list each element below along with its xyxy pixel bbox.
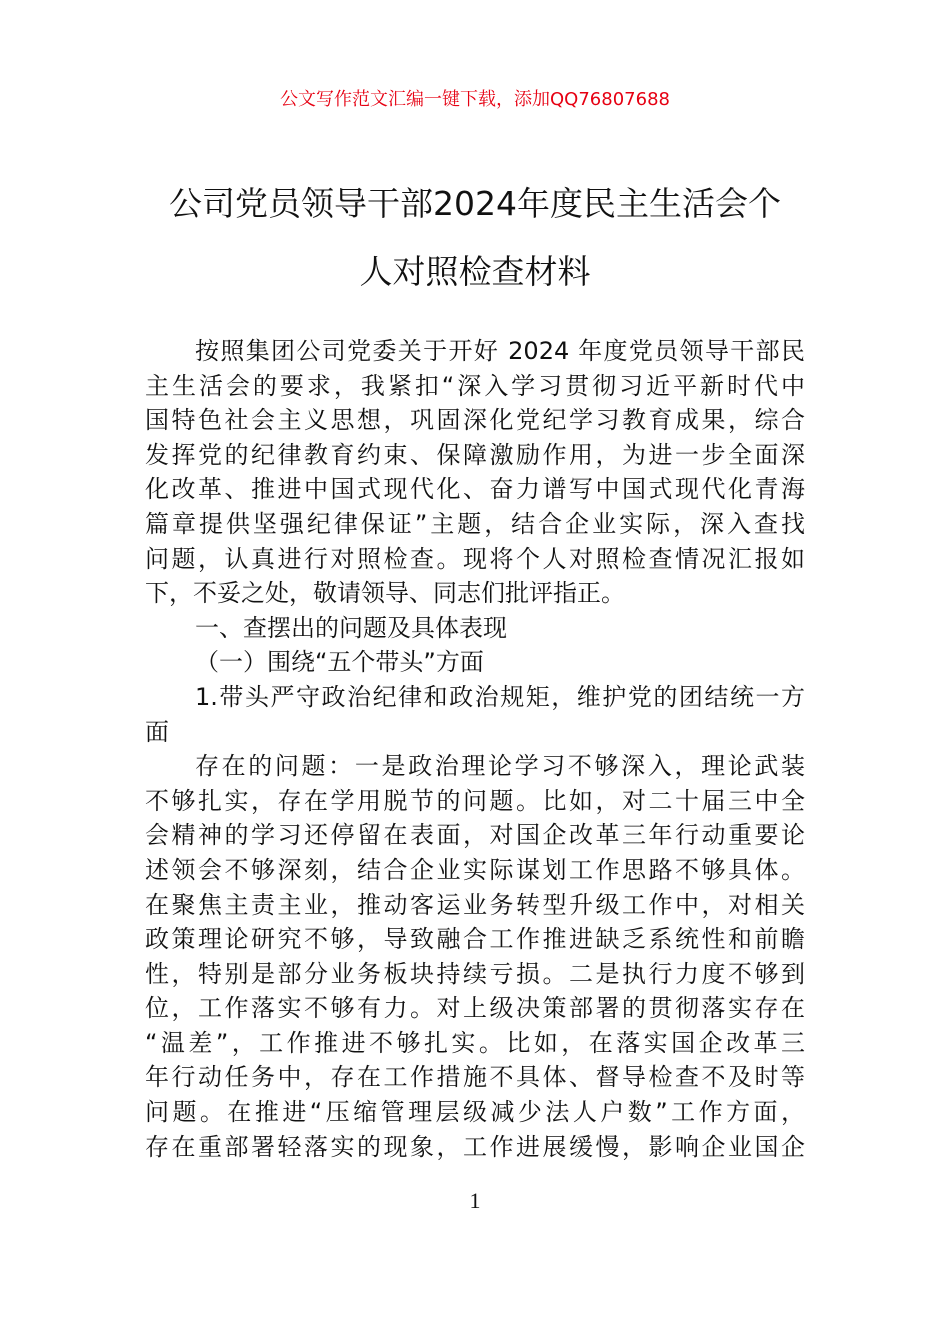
- text-line: 问题，认真进行对照检查。现将个人对照检查情况汇报如: [145, 544, 805, 573]
- document-body: [145, 334, 805, 1164]
- text-line: 下，不妥之处，敬请领导、同志们批评指正。: [145, 579, 625, 608]
- text-line: 1.带头严守政治纪律和政治规矩，维护党的团结统一方: [195, 682, 805, 711]
- text-line: 性，特别是部分业务板块持续亏损。二是执行力度不够到: [145, 959, 805, 988]
- text-line: 按照集团公司党委关于开好 2024 年度党员领导干部民: [195, 337, 805, 365]
- title-line: 人对照检查材料: [359, 252, 591, 291]
- title-line: 公司党员领导干部2024年度民主生活会个: [169, 184, 781, 223]
- text-line: 化改革、推进中国式现代化、奋力谱写中国式现代化青海: [145, 475, 805, 504]
- text-line: 问题。在推进“压缩管理层级减少法人户数”工作方面，: [145, 1098, 805, 1127]
- text-line: 篇章提供坚强纪律保证”主题，结合企业实际，深入查找: [145, 509, 805, 538]
- text-line: 一、查摆出的问题及具体表现: [195, 613, 507, 642]
- paragraph: [145, 334, 805, 611]
- text-line: 述领会不够深刻，结合企业实际谋划工作思路不够具体。: [145, 855, 805, 884]
- paragraph: [145, 645, 805, 680]
- paragraph: [145, 611, 805, 646]
- text-line: 位，工作落实不够有力。对上级决策部署的贯彻落实存在: [145, 994, 805, 1023]
- text-line: 政策理论研究不够，导致融合工作推进缺乏系统性和前瞻: [145, 925, 805, 954]
- paragraph: [145, 749, 805, 1164]
- watermark-header: 公文写作范文汇编一键下载，添加QQ76807688: [280, 89, 670, 110]
- text-line: 存在重部署轻落实的现象，工作进展缓慢，影响企业国企: [145, 1132, 805, 1161]
- page-number: 1: [469, 1188, 481, 1213]
- text-line: 会精神的学习还停留在表面，对国企改革三年行动重要论: [145, 821, 805, 850]
- text-line: 国特色社会主义思想，巩固深化党纪学习教育成果，综合: [145, 406, 805, 435]
- text-line: 存在的问题：一是政治理论学习不够深入，理论武装: [195, 752, 805, 781]
- text-line: 主生活会的要求，我紧扣“深入学习贯彻习近平新时代中: [145, 371, 805, 400]
- paragraph: [145, 680, 805, 749]
- text-line: 面: [145, 717, 169, 746]
- document-title: [140, 170, 810, 306]
- text-line: “温差”，工作推进不够扎实。比如，在落实国企改革三: [145, 1028, 805, 1057]
- text-line: 年行动任务中，存在工作措施不具体、督导检查不及时等: [145, 1063, 805, 1092]
- text-line: （一）围绕“五个带头”方面: [195, 648, 484, 677]
- text-line: 不够扎实，存在学用脱节的问题。比如，对二十届三中全: [145, 786, 805, 815]
- text-line: 在聚焦主责主业，推动客运业务转型升级工作中，对相关: [145, 890, 805, 919]
- text-line: 发挥党的纪律教育约束、保障激励作用，为进一步全面深: [145, 440, 805, 469]
